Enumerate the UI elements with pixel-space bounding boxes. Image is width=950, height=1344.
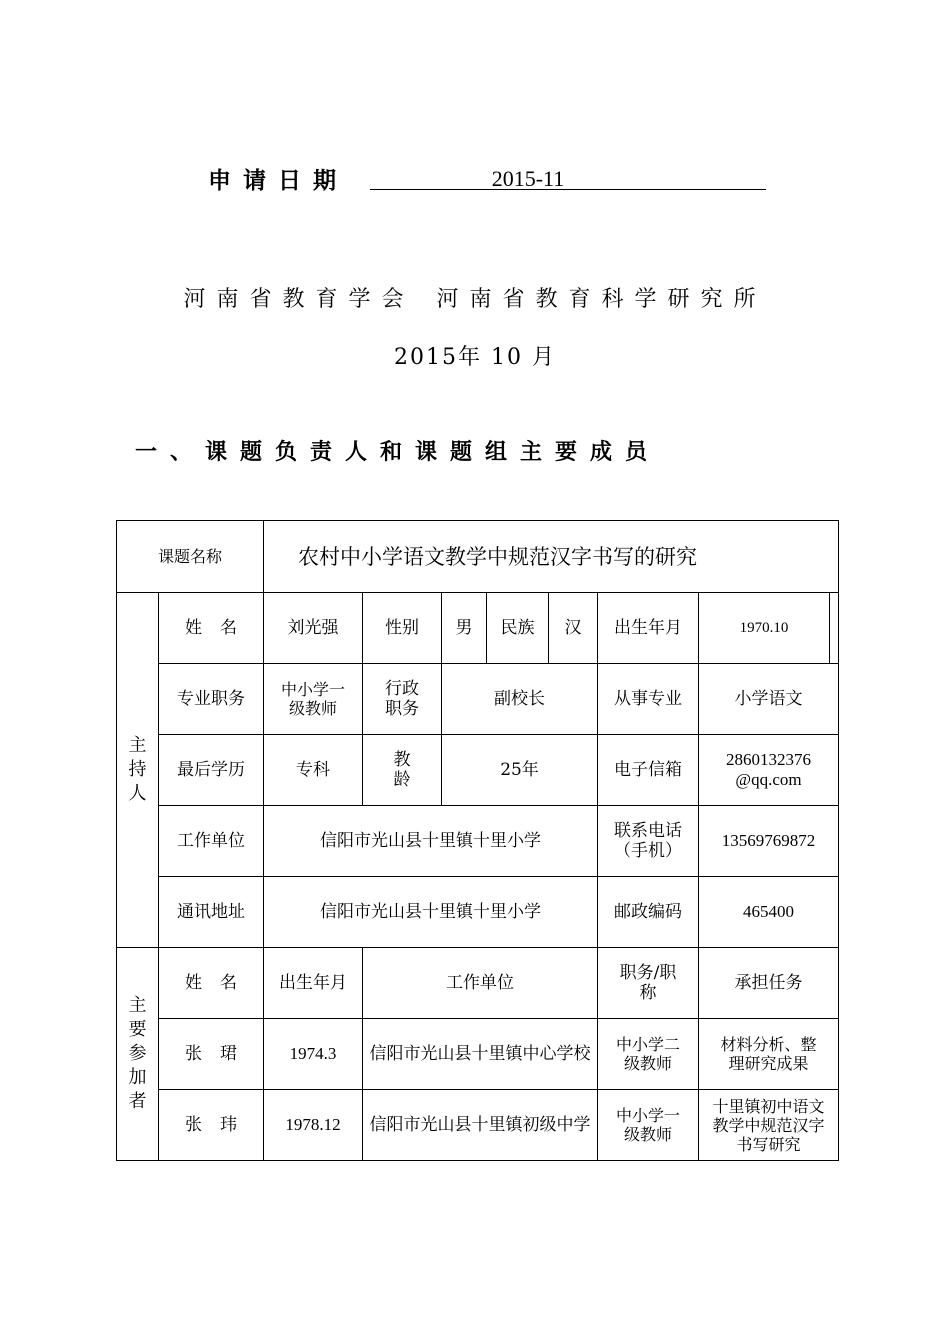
host-years-label: 教龄 [363,735,442,806]
members-header-name: 姓名 [159,948,264,1019]
host-email-label: 电子信箱 [598,735,699,806]
project-row [117,521,839,593]
member-title: 中小学二级教师 [598,1019,699,1090]
host-phone-label: 联系电话 （手机） [598,806,699,877]
host-gender-label: 性别 [363,593,442,664]
host-years: 25年 [442,735,598,806]
host-group-label: 主持人 [117,593,159,948]
member-title: 中小学一级教师 [598,1090,699,1161]
host-row-3 [117,735,839,806]
project-title: 农村中小学语文教学中规范汉字书写的研究 [264,521,839,593]
organizer-2: 河南省教育科学研究所 [436,287,767,312]
project-label: 课题名称 [117,521,264,593]
members-group-label: 主要参加者 [117,948,159,1161]
host-unit: 信阳市光山县十里镇十里小学 [264,806,598,877]
organizer-1: 河南省教育学会 [183,287,415,312]
members-header-title: 职务/职称 [598,948,699,1019]
member-row [117,1090,839,1161]
host-row-1 [117,593,839,664]
host-admin-label: 行政职务 [363,664,442,735]
members-header-birth: 出生年月 [264,948,363,1019]
host-birth: 1970.10 [699,593,830,664]
host-major-label: 从事专业 [598,664,699,735]
host-zip: 465400 [699,877,839,948]
section-title: 一、课题负责人和课题组主要成员 [135,440,661,465]
host-title-label: 专业职务 [159,664,264,735]
member-birth: 1978.12 [264,1090,363,1161]
host-row1-blank [830,593,839,664]
host-phone: 13569769872 [699,806,839,877]
host-zip-label: 邮政编码 [598,877,699,948]
host-major: 小学语文 [699,664,839,735]
member-row [117,1019,839,1090]
host-admin: 副校长 [442,664,598,735]
host-name: 刘光强 [264,593,363,664]
host-email: 2860132376 @qq.com [699,735,839,806]
host-ethnic-label: 民族 [487,593,549,664]
member-name: 张玮 [159,1090,264,1161]
host-name-label: 姓名 [159,593,264,664]
host-row-2 [117,664,839,735]
member-unit: 信阳市光山县十里镇中心学校 [363,1019,598,1090]
host-unit-label: 工作单位 [159,806,264,877]
members-header-row [117,948,839,1019]
host-ethnic: 汉 [549,593,598,664]
member-task: 材料分析、整理研究成果 [699,1019,839,1090]
member-birth: 1974.3 [264,1019,363,1090]
member-unit: 信阳市光山县十里镇初级中学 [363,1090,598,1161]
member-name: 张珺 [159,1019,264,1090]
members-table [116,520,839,1161]
host-gender: 男 [442,593,487,664]
member-task: 十里镇初中语文教学中规范汉字书写研究 [699,1090,839,1161]
host-edu: 专科 [264,735,363,806]
host-edu-label: 最后学历 [159,735,264,806]
host-row-4 [117,806,839,877]
host-title: 中小学一级教师 [264,664,363,735]
publication-date: 2015年 10 月 [394,345,556,370]
application-date-value: 2015-11 [491,166,565,191]
host-addr: 信阳市光山县十里镇十里小学 [264,877,598,948]
host-addr-label: 通讯地址 [159,877,264,948]
members-header-unit: 工作单位 [363,948,598,1019]
host-birth-label: 出生年月 [598,593,699,664]
host-row-5 [117,877,839,948]
application-date-label: 申请日期 [208,168,348,194]
organizer-line [0,282,950,313]
members-header-task: 承担任务 [699,948,839,1019]
application-date-field [370,162,766,190]
